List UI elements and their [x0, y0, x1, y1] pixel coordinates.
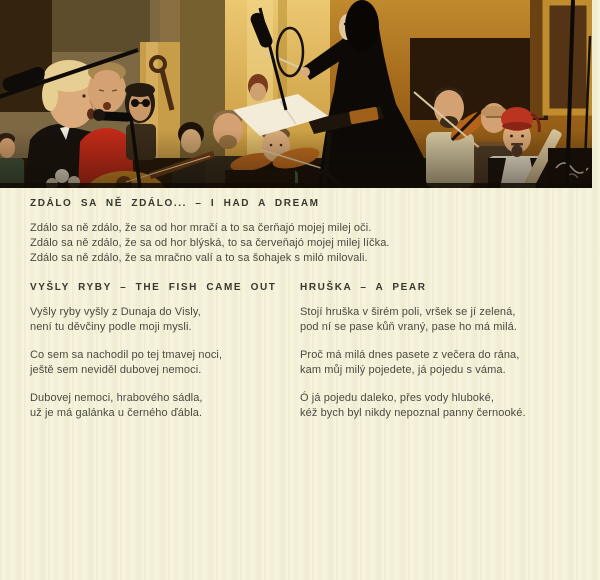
concert-photo — [0, 0, 592, 188]
concert-photo-illustration — [0, 0, 592, 188]
lyrics-columns — [30, 282, 572, 434]
song-section-vysly-ryby — [30, 282, 300, 434]
lyric-stanza — [30, 305, 300, 335]
lyric-stanza — [300, 305, 572, 335]
lyric-line: ještě sem neviděl dubovej nemoci. — [30, 364, 202, 376]
song-section-zdalo-sa-ne-zdalo — [30, 198, 572, 266]
lyric-line: Zdálo sa ně zdálo, že sa od hor mračí a to sa čerňajó mojej milej oči. — [30, 222, 372, 234]
lyric-stanza — [300, 391, 572, 421]
lyric-line: Zdálo sa ně zdálo, že sa od hor blýská, to sa červeňajó mojej milej líčka. — [30, 237, 390, 249]
stage-doorway — [410, 38, 548, 120]
lyric-stanza — [30, 221, 572, 266]
lyric-line: pod ní se pase kůň vraný, pase ho má milá. — [300, 321, 517, 333]
lyric-stanza — [30, 391, 300, 421]
lyric-line: už je má galánka u černého ďábla. — [30, 407, 203, 419]
song-title: HRUŠKA – A PEAR — [300, 282, 427, 293]
lyric-line: není tu děvčiny podle moji mysli. — [30, 321, 192, 333]
lyric-line: Proč má milá dnes pasete z večera do rána, — [300, 349, 520, 361]
song-title: ZDÁLO SA NĚ ZDÁLO... – I HAD A DREAM — [30, 198, 320, 209]
lyric-line: Stojí hruška v širém poli, vršek se jí zelená, — [300, 306, 516, 318]
song-section-hruska — [300, 282, 572, 434]
lyric-line: Co sem sa nachodil po tej tmavej noci, — [30, 349, 223, 361]
lyric-line: Vyšly ryby vyšly z Dunaja do Visly, — [30, 306, 201, 318]
lyric-line: Dubovej nemoci, hrabového sádla, — [30, 392, 203, 404]
lyric-line: kam můj milý pojedete, já pojedu s váma. — [300, 364, 506, 376]
lyric-stanza — [30, 348, 300, 378]
lyric-line: Zdálo sa ně zdálo, že sa mračno valí a to sa šohajek s miló milovali. — [30, 252, 368, 264]
lyrics-content — [0, 188, 600, 434]
song-title: VYŠLY RYBY – THE FISH CAME OUT — [30, 282, 277, 293]
lyric-line: kéž bych byl nikdy nepoznal panny černooké. — [300, 407, 526, 419]
lyric-stanza — [300, 348, 572, 378]
lyric-line: Ó já pojedu daleko, přes vody hluboké, — [300, 392, 494, 404]
